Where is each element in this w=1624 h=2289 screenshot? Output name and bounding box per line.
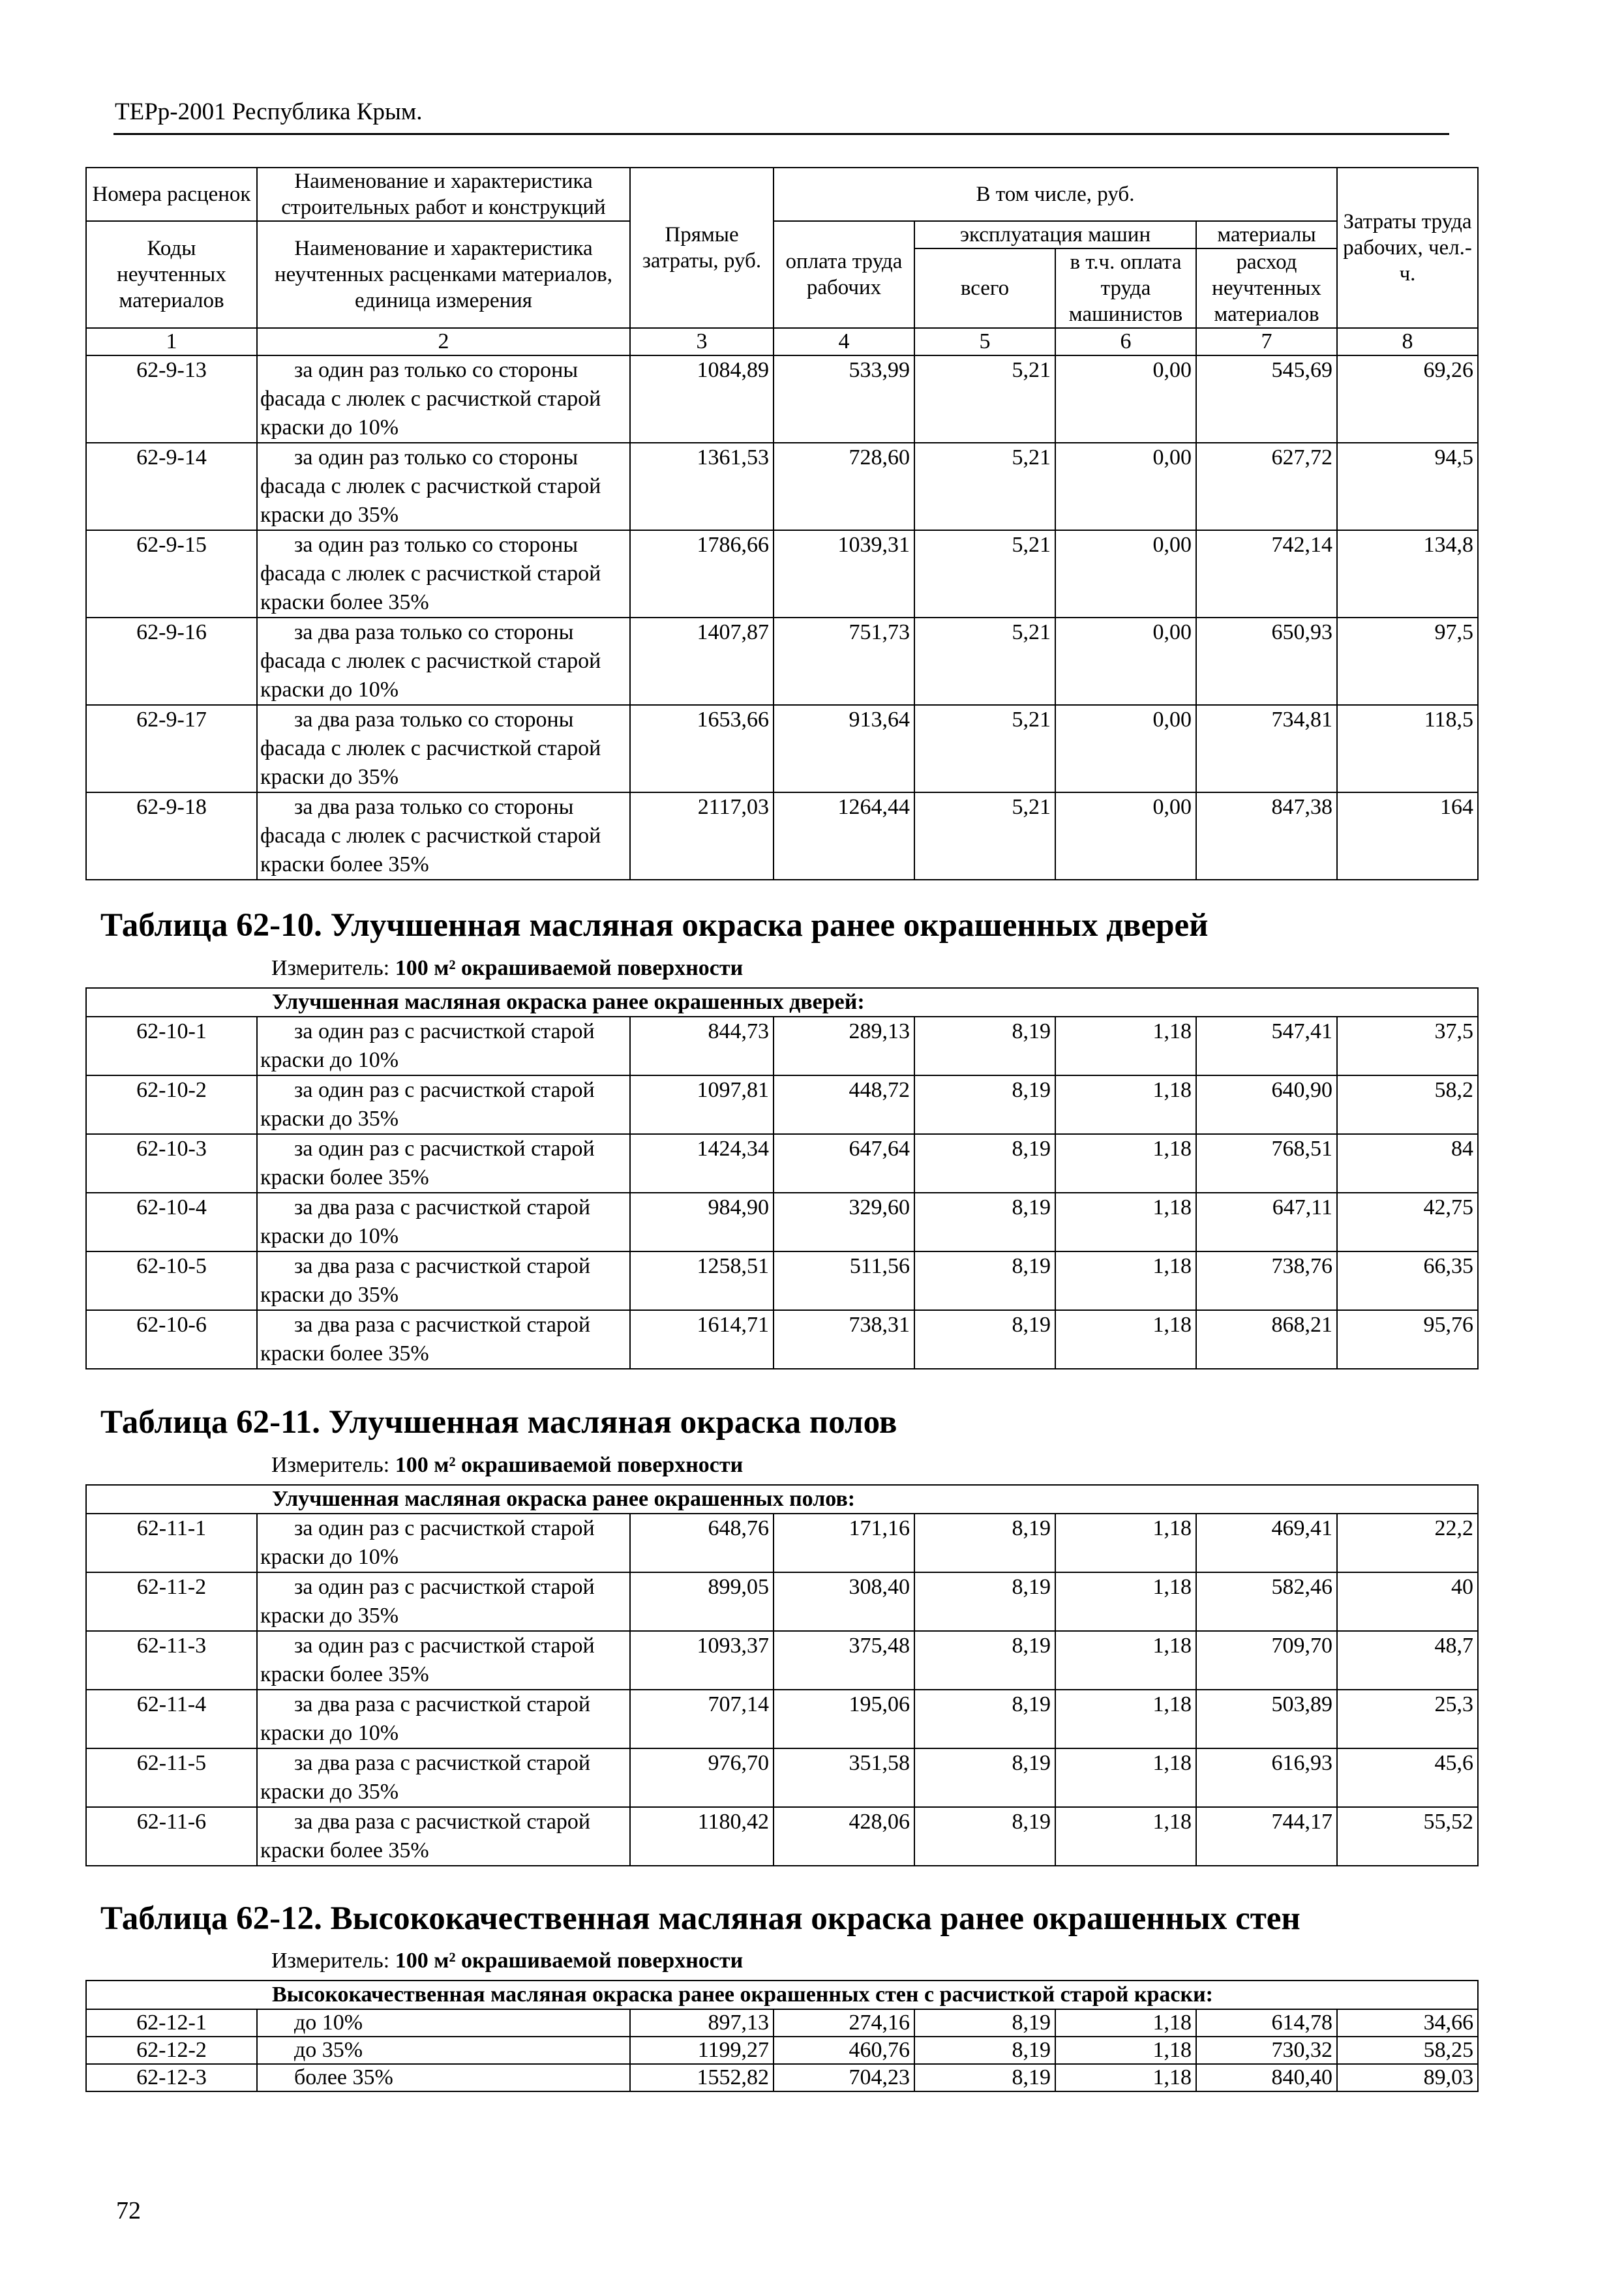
labor-pay: 738,31 — [774, 1310, 914, 1369]
materials-cost: 730,32 — [1196, 2037, 1337, 2064]
rate-code: 62-10-5 — [86, 1251, 257, 1310]
labor-pay: 289,13 — [774, 1017, 914, 1075]
materials-cost: 768,51 — [1196, 1134, 1337, 1193]
subheading-62-10: Улучшенная масляная окраска ранее окрашенных дверей: — [86, 988, 1478, 1017]
table-row — [86, 792, 1478, 880]
labor-hours: 69,26 — [1337, 355, 1478, 443]
materials-cost: 640,90 — [1196, 1075, 1337, 1134]
labor-pay: 704,23 — [774, 2064, 914, 2091]
work-description: за два раза только со стороны фасада с люлек с расчисткой старой краски до 35% — [257, 705, 630, 792]
work-description: до 10% — [257, 2009, 630, 2037]
labor-pay: 171,16 — [774, 1514, 914, 1572]
labor-pay: 274,16 — [774, 2009, 914, 2037]
rate-code: 62-9-17 — [86, 705, 257, 792]
work-description: за два раза с расчисткой старой краски до 10% — [257, 1193, 630, 1251]
machinist-pay: 0,00 — [1055, 355, 1196, 443]
machines-total: 8,19 — [914, 2037, 1055, 2064]
col6-header: в т.ч. оплата труда машинистов — [1055, 248, 1196, 328]
table-row — [86, 2037, 1478, 2064]
table-62-10 — [85, 987, 1477, 1369]
labor-hours: 58,2 — [1337, 1075, 1478, 1134]
work-description: за два раза с расчисткой старой краски до 10% — [257, 1690, 630, 1748]
labor-hours: 84 — [1337, 1134, 1478, 1193]
labor-hours: 45,6 — [1337, 1748, 1478, 1807]
measure-62-11 — [271, 1453, 743, 1478]
table-row — [86, 1075, 1478, 1134]
column-number: 8 — [1337, 328, 1478, 355]
work-description: за два раза с расчисткой старой краски более 35% — [257, 1310, 630, 1369]
table-row — [86, 2064, 1478, 2091]
group-header: В том числе, руб. — [774, 168, 1337, 221]
machines-total: 5,21 — [914, 355, 1055, 443]
machines-total: 5,21 — [914, 530, 1055, 618]
materials-cost: 582,46 — [1196, 1572, 1337, 1631]
machinist-pay: 1,18 — [1055, 1631, 1196, 1690]
machinist-pay: 0,00 — [1055, 705, 1196, 792]
measure-label: Измеритель: — [271, 1949, 390, 1973]
rate-code: 62-12-1 — [86, 2009, 257, 2037]
rate-code: 62-12-3 — [86, 2064, 257, 2091]
rate-code: 62-12-2 — [86, 2037, 257, 2064]
table-62-9 — [85, 167, 1477, 880]
column-number: 3 — [630, 328, 774, 355]
machines-total: 8,19 — [914, 2064, 1055, 2091]
column-number: 5 — [914, 328, 1055, 355]
labor-hours: 164 — [1337, 792, 1478, 880]
labor-hours: 37,5 — [1337, 1017, 1478, 1075]
labor-pay: 460,76 — [774, 2037, 914, 2064]
direct-cost: 1084,89 — [630, 355, 774, 443]
labor-pay: 448,72 — [774, 1075, 914, 1134]
work-description: за один раз с расчисткой старой краски более 35% — [257, 1134, 630, 1193]
work-description: за один раз с расчисткой старой краски до 10% — [257, 1514, 630, 1572]
rate-code: 62-10-3 — [86, 1134, 257, 1193]
machines-total: 8,19 — [914, 1075, 1055, 1134]
table-row — [86, 1807, 1478, 1866]
machinist-pay: 1,18 — [1055, 2009, 1196, 2037]
direct-cost: 1097,81 — [630, 1075, 774, 1134]
direct-cost: 1424,34 — [630, 1134, 774, 1193]
column-number: 1 — [86, 328, 257, 355]
measure-label: Измеритель: — [271, 956, 390, 980]
running-header: ТЕРр-2001 Республика Крым. — [115, 98, 423, 125]
direct-cost: 897,13 — [630, 2009, 774, 2037]
machinist-pay: 1,18 — [1055, 1017, 1196, 1075]
machinist-pay: 1,18 — [1055, 2064, 1196, 2091]
materials-header: материалы — [1196, 221, 1337, 248]
table-row — [86, 618, 1478, 705]
rate-code: 62-11-6 — [86, 1807, 257, 1866]
machines-total: 8,19 — [914, 1631, 1055, 1690]
machinist-pay: 1,18 — [1055, 1075, 1196, 1134]
labor-pay: 728,60 — [774, 443, 914, 530]
materials-cost: 738,76 — [1196, 1251, 1337, 1310]
materials-cost: 742,14 — [1196, 530, 1337, 618]
rate-code: 62-9-13 — [86, 355, 257, 443]
rate-code: 62-11-1 — [86, 1514, 257, 1572]
machines-total: 8,19 — [914, 1807, 1055, 1866]
labor-hours: 25,3 — [1337, 1690, 1478, 1748]
header-rule — [113, 133, 1449, 135]
table-row — [86, 705, 1478, 792]
col1-header-top: Номера расценок — [86, 168, 257, 221]
labor-pay: 913,64 — [774, 705, 914, 792]
machinist-pay: 1,18 — [1055, 1807, 1196, 1866]
machines-total: 8,19 — [914, 1193, 1055, 1251]
work-description: за два раза только со стороны фасада с люлек с расчисткой старой краски более 35% — [257, 792, 630, 880]
work-description: за один раз с расчисткой старой краски до 35% — [257, 1075, 630, 1134]
materials-cost: 616,93 — [1196, 1748, 1337, 1807]
direct-cost: 1614,71 — [630, 1310, 774, 1369]
table-row — [86, 1631, 1478, 1690]
work-description: за один раз с расчисткой старой краски до 10% — [257, 1017, 630, 1075]
table-62-11 — [85, 1484, 1477, 1866]
col2-header-bottom: Наименование и характеристика неучтенных расценками материалов, единица измерения — [257, 221, 630, 328]
direct-cost: 1199,27 — [630, 2037, 774, 2064]
col7-header: расход неучтенных материалов — [1196, 248, 1337, 328]
machinist-pay: 0,00 — [1055, 618, 1196, 705]
rate-code: 62-9-16 — [86, 618, 257, 705]
labor-hours: 55,52 — [1337, 1807, 1478, 1866]
work-description: за один раз только со стороны фасада с люлек с расчисткой старой краски до 35% — [257, 443, 630, 530]
work-description: за один раз только со стороны фасада с люлек с расчисткой старой краски более 35% — [257, 530, 630, 618]
machines-total: 8,19 — [914, 1514, 1055, 1572]
table-row — [86, 1251, 1478, 1310]
labor-pay: 329,60 — [774, 1193, 914, 1251]
rate-code: 62-11-2 — [86, 1572, 257, 1631]
machinist-pay: 1,18 — [1055, 1514, 1196, 1572]
labor-hours: 40 — [1337, 1572, 1478, 1631]
table-row — [86, 1134, 1478, 1193]
labor-pay: 375,48 — [774, 1631, 914, 1690]
materials-cost: 868,21 — [1196, 1310, 1337, 1369]
direct-cost: 844,73 — [630, 1017, 774, 1075]
direct-cost: 1407,87 — [630, 618, 774, 705]
subheading-62-11: Улучшенная масляная окраска ранее окрашенных полов: — [86, 1485, 1478, 1514]
materials-cost: 840,40 — [1196, 2064, 1337, 2091]
subheading-62-12: Высококачественная масляная окраска ранее окрашенных стен с расчисткой старой краски: — [86, 1981, 1478, 2009]
work-description: за два раза с расчисткой старой краски более 35% — [257, 1807, 630, 1866]
machinist-pay: 1,18 — [1055, 1251, 1196, 1310]
work-description: за два раза с расчисткой старой краски до 35% — [257, 1748, 630, 1807]
col8-header: Затраты труда рабочих, чел.-ч. — [1337, 168, 1478, 328]
machines-total: 5,21 — [914, 618, 1055, 705]
materials-cost: 614,78 — [1196, 2009, 1337, 2037]
machines-total: 8,19 — [914, 1310, 1055, 1369]
labor-pay: 308,40 — [774, 1572, 914, 1631]
table-row — [86, 1748, 1478, 1807]
materials-cost: 650,93 — [1196, 618, 1337, 705]
table-62-12 — [85, 1980, 1477, 2092]
machines-total: 8,19 — [914, 1690, 1055, 1748]
machines-total: 8,19 — [914, 1572, 1055, 1631]
rate-code: 62-10-1 — [86, 1017, 257, 1075]
machinist-pay: 0,00 — [1055, 792, 1196, 880]
labor-hours: 48,7 — [1337, 1631, 1478, 1690]
materials-cost: 469,41 — [1196, 1514, 1337, 1572]
labor-hours: 97,5 — [1337, 618, 1478, 705]
direct-cost: 1180,42 — [630, 1807, 774, 1866]
work-description: более 35% — [257, 2064, 630, 2091]
materials-cost: 545,69 — [1196, 355, 1337, 443]
materials-cost: 647,11 — [1196, 1193, 1337, 1251]
labor-pay: 1039,31 — [774, 530, 914, 618]
labor-hours: 34,66 — [1337, 2009, 1478, 2037]
direct-cost: 1361,53 — [630, 443, 774, 530]
machinist-pay: 1,18 — [1055, 2037, 1196, 2064]
table-row — [86, 1572, 1478, 1631]
work-description: до 35% — [257, 2037, 630, 2064]
column-number: 2 — [257, 328, 630, 355]
rate-code: 62-11-4 — [86, 1690, 257, 1748]
column-number: 4 — [774, 328, 914, 355]
labor-hours: 58,25 — [1337, 2037, 1478, 2064]
machines-total: 8,19 — [914, 1134, 1055, 1193]
measure-62-12 — [271, 1949, 743, 1973]
direct-cost: 1786,66 — [630, 530, 774, 618]
work-description: за два раза с расчисткой старой краски до 35% — [257, 1251, 630, 1310]
direct-cost: 1258,51 — [630, 1251, 774, 1310]
rate-code: 62-11-3 — [86, 1631, 257, 1690]
col3-header: Прямые затраты, руб. — [630, 168, 774, 328]
direct-cost: 1653,66 — [630, 705, 774, 792]
machinist-pay: 0,00 — [1055, 530, 1196, 618]
rate-code: 62-11-5 — [86, 1748, 257, 1807]
column-number: 6 — [1055, 328, 1196, 355]
work-description: за два раза только со стороны фасада с люлек с расчисткой старой краски до 10% — [257, 618, 630, 705]
materials-cost: 734,81 — [1196, 705, 1337, 792]
rate-code: 62-10-4 — [86, 1193, 257, 1251]
rate-code: 62-9-14 — [86, 443, 257, 530]
labor-pay: 1264,44 — [774, 792, 914, 880]
section-title-62-12: Таблица 62-12. Высококачественная масляная окраска ранее окрашенных стен — [100, 1900, 1301, 1937]
rate-code: 62-10-2 — [86, 1075, 257, 1134]
materials-cost: 744,17 — [1196, 1807, 1337, 1866]
machines-total: 5,21 — [914, 792, 1055, 880]
direct-cost: 1552,82 — [630, 2064, 774, 2091]
labor-hours: 89,03 — [1337, 2064, 1478, 2091]
materials-cost: 709,70 — [1196, 1631, 1337, 1690]
machinist-pay: 1,18 — [1055, 1690, 1196, 1748]
labor-hours: 94,5 — [1337, 443, 1478, 530]
labor-hours: 42,75 — [1337, 1193, 1478, 1251]
col4-header: оплата труда рабочих — [774, 221, 914, 328]
table-row — [86, 1193, 1478, 1251]
labor-hours: 22,2 — [1337, 1514, 1478, 1572]
machinist-pay: 1,18 — [1055, 1572, 1196, 1631]
work-description: за один раз с расчисткой старой краски более 35% — [257, 1631, 630, 1690]
labor-pay: 751,73 — [774, 618, 914, 705]
machinist-pay: 1,18 — [1055, 1748, 1196, 1807]
table-row — [86, 1690, 1478, 1748]
machinist-pay: 1,18 — [1055, 1310, 1196, 1369]
machinist-pay: 1,18 — [1055, 1134, 1196, 1193]
col1-header-bottom: Коды неучтенных материалов — [86, 221, 257, 328]
machines-total: 8,19 — [914, 1017, 1055, 1075]
page-number: 72 — [116, 2197, 141, 2224]
machines-total: 5,21 — [914, 443, 1055, 530]
col5-header: всего — [914, 248, 1055, 328]
work-description: за один раз с расчисткой старой краски до 35% — [257, 1572, 630, 1631]
work-description: за один раз только со стороны фасада с люлек с расчисткой старой краски до 10% — [257, 355, 630, 443]
labor-hours: 95,76 — [1337, 1310, 1478, 1369]
col2-header-top: Наименование и характеристика строительных работ и конструкций — [257, 168, 630, 221]
section-title-62-11: Таблица 62-11. Улучшенная масляная окраска полов — [100, 1404, 897, 1441]
measure-value: 100 м² окрашиваемой поверхности — [395, 956, 744, 980]
labor-pay: 351,58 — [774, 1748, 914, 1807]
materials-cost: 627,72 — [1196, 443, 1337, 530]
materials-cost: 547,41 — [1196, 1017, 1337, 1075]
table-row — [86, 1017, 1478, 1075]
labor-pay: 195,06 — [774, 1690, 914, 1748]
machines-total: 8,19 — [914, 2009, 1055, 2037]
materials-cost: 503,89 — [1196, 1690, 1337, 1748]
direct-cost: 899,05 — [630, 1572, 774, 1631]
table-row — [86, 1514, 1478, 1572]
rate-code: 62-9-18 — [86, 792, 257, 880]
direct-cost: 1093,37 — [630, 1631, 774, 1690]
labor-pay: 647,64 — [774, 1134, 914, 1193]
direct-cost: 648,76 — [630, 1514, 774, 1572]
direct-cost: 976,70 — [630, 1748, 774, 1807]
measure-value: 100 м² окрашиваемой поверхности — [395, 1453, 744, 1477]
table-row — [86, 443, 1478, 530]
section-title-62-10: Таблица 62-10. Улучшенная масляная окраска ранее окрашенных дверей — [100, 907, 1209, 944]
measure-label: Измеритель: — [271, 1453, 390, 1477]
rate-code: 62-9-15 — [86, 530, 257, 618]
machines-total: 8,19 — [914, 1251, 1055, 1310]
machines-total: 8,19 — [914, 1748, 1055, 1807]
labor-pay: 533,99 — [774, 355, 914, 443]
table-row — [86, 355, 1478, 443]
direct-cost: 984,90 — [630, 1193, 774, 1251]
machinist-pay: 0,00 — [1055, 443, 1196, 530]
machines-header: эксплуатация машин — [914, 221, 1196, 248]
machines-total: 5,21 — [914, 705, 1055, 792]
column-number: 7 — [1196, 328, 1337, 355]
labor-pay: 511,56 — [774, 1251, 914, 1310]
measure-62-10 — [271, 956, 743, 981]
direct-cost: 707,14 — [630, 1690, 774, 1748]
labor-hours: 66,35 — [1337, 1251, 1478, 1310]
direct-cost: 2117,03 — [630, 792, 774, 880]
labor-hours: 134,8 — [1337, 530, 1478, 618]
table-row — [86, 2009, 1478, 2037]
table-row — [86, 1310, 1478, 1369]
table-row — [86, 530, 1478, 618]
labor-hours: 118,5 — [1337, 705, 1478, 792]
rate-code: 62-10-6 — [86, 1310, 257, 1369]
materials-cost: 847,38 — [1196, 792, 1337, 880]
measure-value: 100 м² окрашиваемой поверхности — [395, 1949, 744, 1973]
machinist-pay: 1,18 — [1055, 1193, 1196, 1251]
labor-pay: 428,06 — [774, 1807, 914, 1866]
